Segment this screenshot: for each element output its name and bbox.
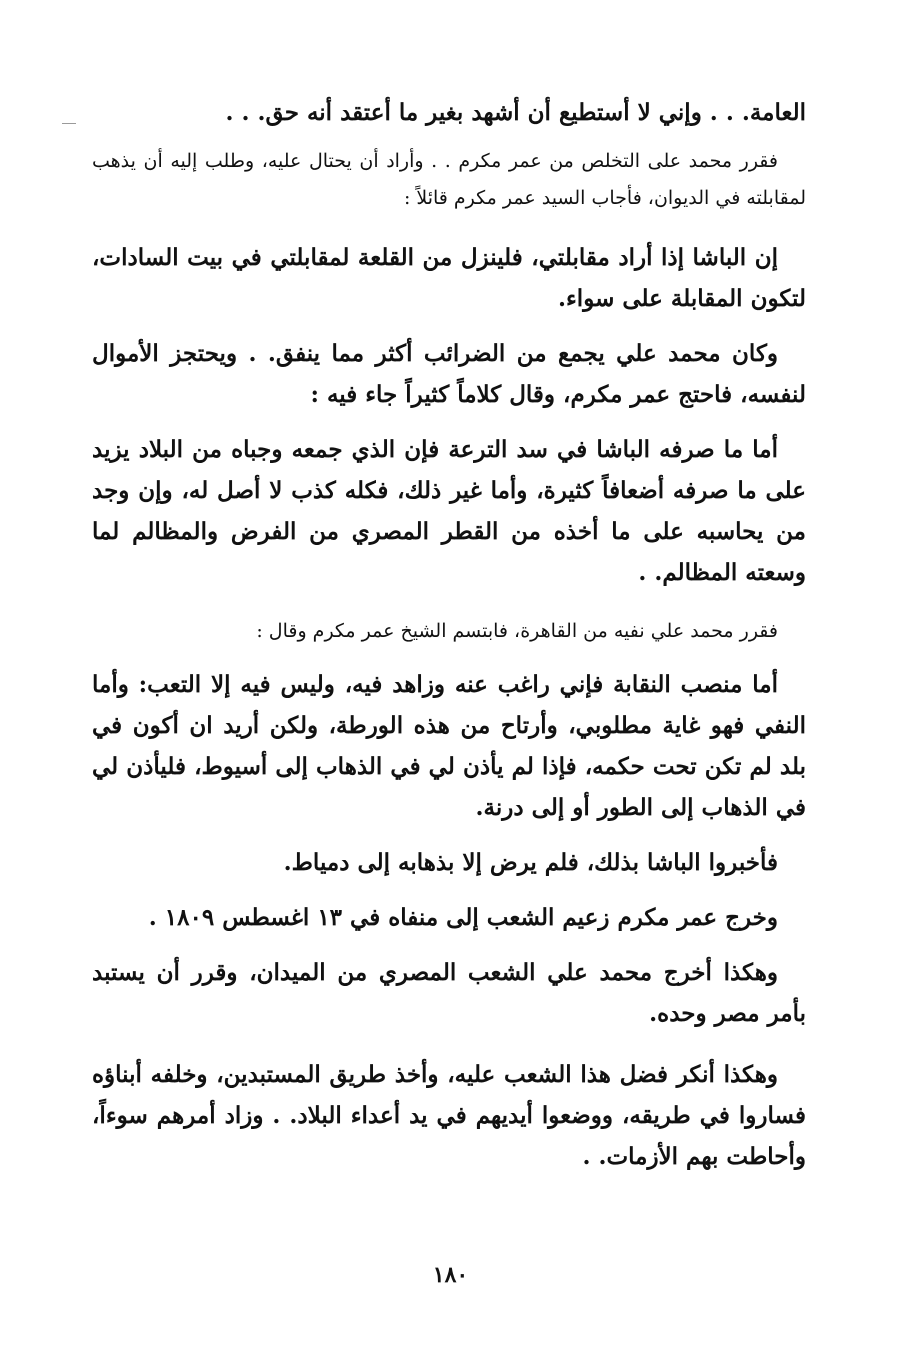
paragraph-10: وهكذا أخرج محمد علي الشعب المصري من الميدان، وقرر أن يستبد بأمر مصر وحده.	[92, 959, 806, 1027]
paragraph-3: إن الباشا إذا أراد مقابلتي، فلينزل من القلعة لمقابلتي في بيت السادات، لتكون المقابلة على سواء.	[92, 244, 806, 312]
paragraph-7: أما منصب النقابة فإني راغب عنه وزاهد فيه، وليس فيه إلا التعب: وأما النفي فهو غاية مطلوبي، وأرتاح من هذه الورطة، ولكن أريد ان أكون في بلد لم تكن تحت حكمه، فإذا لم يأذن لي في الذهاب إلى أسيوط، فليأذن لي في الذهاب إلى الطور أو إلى درنة.	[92, 671, 806, 821]
paragraph-4: وكان محمد علي يجمع من الضرائب أكثر مما ينفق. . ويحتجز الأموال لنفسه، فاحتج عمر مكرم، وقال كلاماً كثيراً جاء فيه :	[92, 340, 806, 408]
paragraph-1: العامة. . . وإني لا أستطيع أن أشهد بغير ما أعتقد أنه حق. . .	[225, 99, 806, 126]
scan-artifact-line	[62, 123, 76, 124]
paragraph-2: فقرر محمد على التخلص من عمر مكرم . . وأراد أن يحتال عليه، وطلب إليه أن يذهب لمقابلته في الديوان، فأجاب السيد عمر مكرم قائلاً :	[92, 150, 806, 209]
paragraph-9: وخرج عمر مكرم زعيم الشعب إلى منفاه في ١٣ اغسطس ١٨٠٩ .	[148, 904, 778, 931]
paragraph-8: فأخبروا الباشا بذلك، فلم يرض إلا بذهابه إلى دمياط.	[283, 849, 778, 876]
text-column	[92, 92, 806, 1177]
page-number: ١٨٠	[432, 1262, 469, 1288]
paragraph-5: أما ما صرفه الباشا في سد الترعة فإن الذي جمعه وجباه من البلاد يزيد على ما صرفه أضعافاً كثيرة، وأما غير ذلك، فكله كذب لا أصل له، وإن وجد من يحاسبه على ما أخذه من القطر المصري من الفرض والمظالم لما وسعته المظالم. .	[92, 436, 806, 586]
paragraph-11: وهكذا أنكر فضل هذا الشعب عليه، وأخذ طريق المستبدين، وخلفه أبناؤه فساروا في طريقه، ووضعوا أيديهم في يد أعداء البلاد. . وزاد أمرهم سوءاً، وأحاطت بهم الأزمات. .	[92, 1061, 806, 1170]
paragraph-6: فقرر محمد علي نفيه من القاهرة، فابتسم الشيخ عمر مكرم وقال :	[256, 620, 778, 642]
